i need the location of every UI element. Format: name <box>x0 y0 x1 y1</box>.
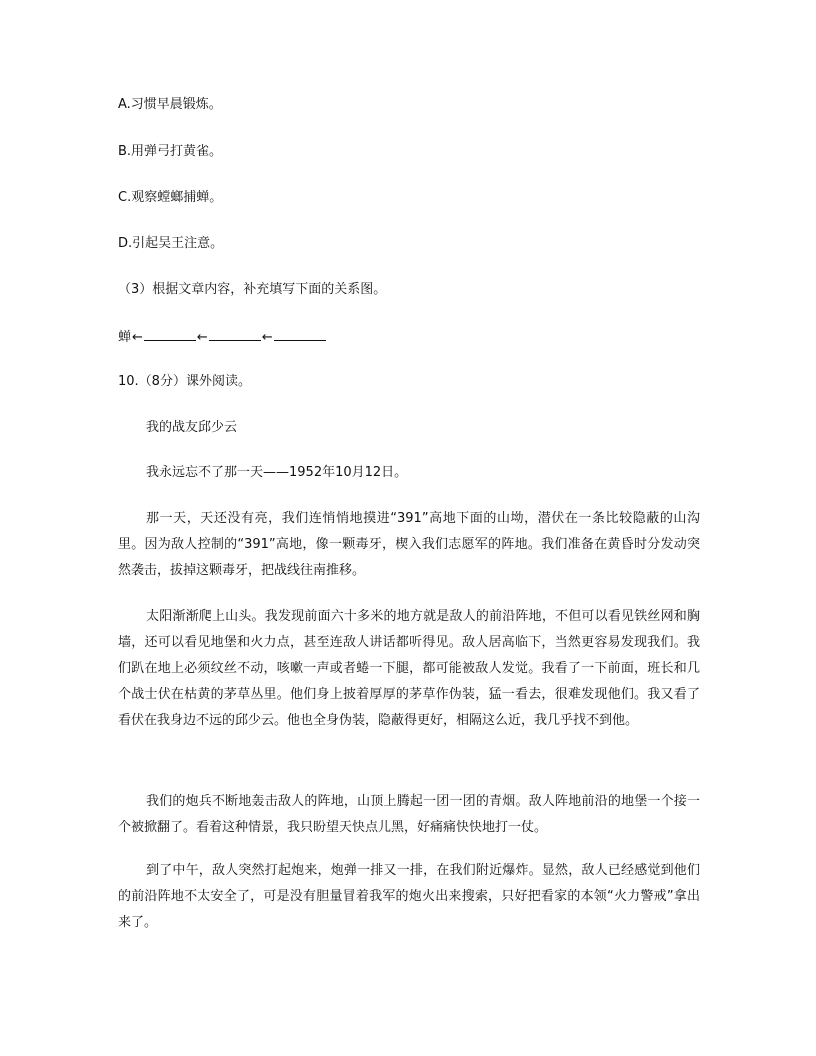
option-c: C.观察螳螂捕蝉。 <box>118 190 223 205</box>
relation-arrow-icon: ← <box>196 330 208 345</box>
relation-blank-1[interactable] <box>144 328 196 341</box>
question-10: 10.（8分）课外阅读。 <box>118 374 251 389</box>
option-b: B.用弹弓打黄雀。 <box>118 144 223 159</box>
article-paragraph: 我们的炮兵不断地轰击敌人的阵地，山顶上腾起一团一团的青烟。敌人阵地前沿的地堡一个接一个被掀翻了。看着这种情景，我只盼望天快点儿黑，好痛痛快快地打一仗。 <box>118 794 700 835</box>
relation-arrow-icon: ← <box>261 330 273 345</box>
relation-diagram <box>118 328 326 346</box>
option-a: A.习惯早晨锻炼。 <box>118 97 222 112</box>
option-d: D.引起吴王注意。 <box>118 236 224 251</box>
article-title: 我的战友邱少云 <box>146 420 238 435</box>
article-paragraph: 太阳渐渐爬上山头。我发现前面六十多米的地方就是敌人的前沿阵地，不但可以看见铁丝网和胸墙，还可以看见地堡和火力点，甚至连敌人讲话都听得见。敌人居高临下，当然更容易发现我们。我们趴在地上必须纹丝不动，咳嗽一声或者蜷一下腿，都可能被敌人发觉。我看了一下前面，班长和几个战士伏在枯黄的茅草丛里。他们身上披着厚厚的茅草作伪装，猛一看去，很难发现他们。我又看了看伏在我身边不远的邱少云。他也全身伪装，隐蔽得更好，相隔这么近，我几乎找不到他。 <box>118 609 700 728</box>
article-date-line: 我永远忘不了那一天——1952年10月12日。 <box>146 465 408 480</box>
relation-start: 蝉 <box>118 330 132 345</box>
article-paragraph: 到了中午，敌人突然打起炮来，炮弹一排又一排，在我们附近爆炸。显然，敌人已经感觉到他们的前沿阵地不太安全了，可是没有胆量冒着我军的炮火出来搜索，只好把看家的本领“火力警戒”拿出来了。 <box>118 863 700 930</box>
article-paragraph: 那一天，天还没有亮，我们连悄悄地摸进“391”高地下面的山坳，潜伏在一条比较隐蔽的山沟里。因为敌人控制的“391”高地，像一颗毒牙，楔入我们志愿军的阵地。我们准备在黄昏时分发动突然袭击，拔掉这颗毒牙，把战线往南推移。 <box>118 511 700 578</box>
relation-blank-3[interactable] <box>274 328 326 341</box>
relation-blank-2[interactable] <box>209 328 261 341</box>
relation-arrow-icon: ← <box>132 330 143 345</box>
question-3: （3）根据文章内容，补充填写下面的关系图。 <box>118 282 387 297</box>
